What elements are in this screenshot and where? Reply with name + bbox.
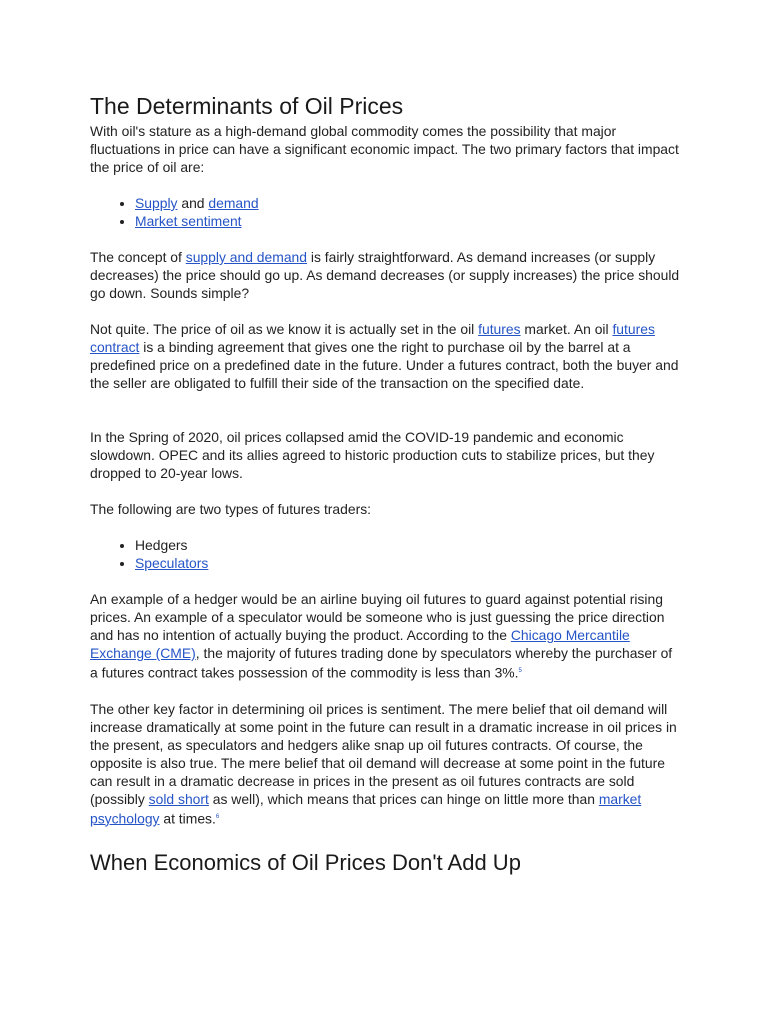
market-psychology-link[interactable]: market psychology [90, 790, 642, 827]
price-factors-list [90, 194, 680, 230]
supply-and-demand-link[interactable]: supply and demand [185, 249, 307, 265]
sold-short-link[interactable]: sold short [148, 790, 209, 807]
list-item-market-sentiment [135, 212, 680, 230]
section-heading-economics: When Economics of Oil Prices Don't Add Up [90, 850, 521, 876]
covid-paragraph: In the Spring of 2020, oil prices collapsed amid the COVID-19 pandemic and economic slowdown. OPEC and its allies agreed to historic production cuts to stabilize prices, but they dropped to 20-year lows. [90, 429, 655, 481]
list-item-hedgers: • Hedgers [135, 536, 680, 554]
futures-link[interactable]: futures [478, 321, 521, 337]
sentiment-paragraph: The other key factor in determining oil prices is sentiment. The mere belief that oil demand will increase dramatically at some point in the future can result in a dramatic increase in oil prices in the present, as speculators and hedgers alike snap up oil futures contracts. Of course, the opposite is also true. The mere belief that oil demand will decrease at some point in the future can result in a dramatic decrease in prices in the present as oil futures contracts are sold (possibly sold short as well), which means that prices can hinge on little more than market psychology at times.$^6$ [90, 700, 677, 827]
trader-types-list [90, 536, 680, 572]
cme-link[interactable]: Chicago Mercantile Exchange (CME) [90, 627, 630, 661]
list-item-speculators [135, 554, 680, 572]
footnote-5[interactable]: 5 [518, 668, 522, 674]
market-sentiment-link[interactable]: Market sentiment [135, 213, 242, 229]
list-item-supply-demand: • Supply and demand [135, 194, 680, 212]
traders-intro-paragraph: The following are two types of futures traders: [90, 501, 372, 517]
section-heading-determinants: The Determinants of Oil Prices [90, 93, 404, 119]
futures-paragraph: Not quite. The price of oil as we know it is actually set in the oil futures market. An oil futures contract is a binding agreement that gives one the right to purchase oil by the barrel at a predefined price on a predefined date in the future. Under a futures contract, both the buyer and the seller are obligated to fulfill their side of the transaction on the specified date. [90, 321, 679, 391]
intro-paragraph: With oil's stature as a high-demand global commodity comes the possibility that major fluctuations in price can have a significant economic impact. The two primary factors that impact the price of oil are: [90, 123, 679, 175]
supply-demand-paragraph: The concept of supply and demand is fairly straightforward. As demand increases (or supply decreases) the price should go up. As demand decreases (or supply increases) the price should go down. Sounds simple? [90, 249, 680, 301]
demand-link[interactable]: demand [208, 195, 259, 211]
futures-contract-link[interactable]: futures contract [90, 321, 655, 355]
hedger-example-paragraph: An example of a hedger would be an airline buying oil futures to guard against potential rising prices. An example of a speculator would be someone who is just guessing the price direction and has no intention of actually buying the product. According to the Chicago Mercantile Exchange (CME), the majority of futures trading done by speculators whereby the purchaser of a futures contract takes possession of the commodity is less than 3%.$^5$ [90, 591, 673, 681]
supply-link[interactable]: Supply [135, 195, 178, 211]
speculators-link[interactable]: Speculators [135, 555, 209, 571]
spacer [90, 410, 680, 428]
article-body [90, 92, 680, 877]
footnote-6[interactable]: 6 [215, 813, 220, 820]
